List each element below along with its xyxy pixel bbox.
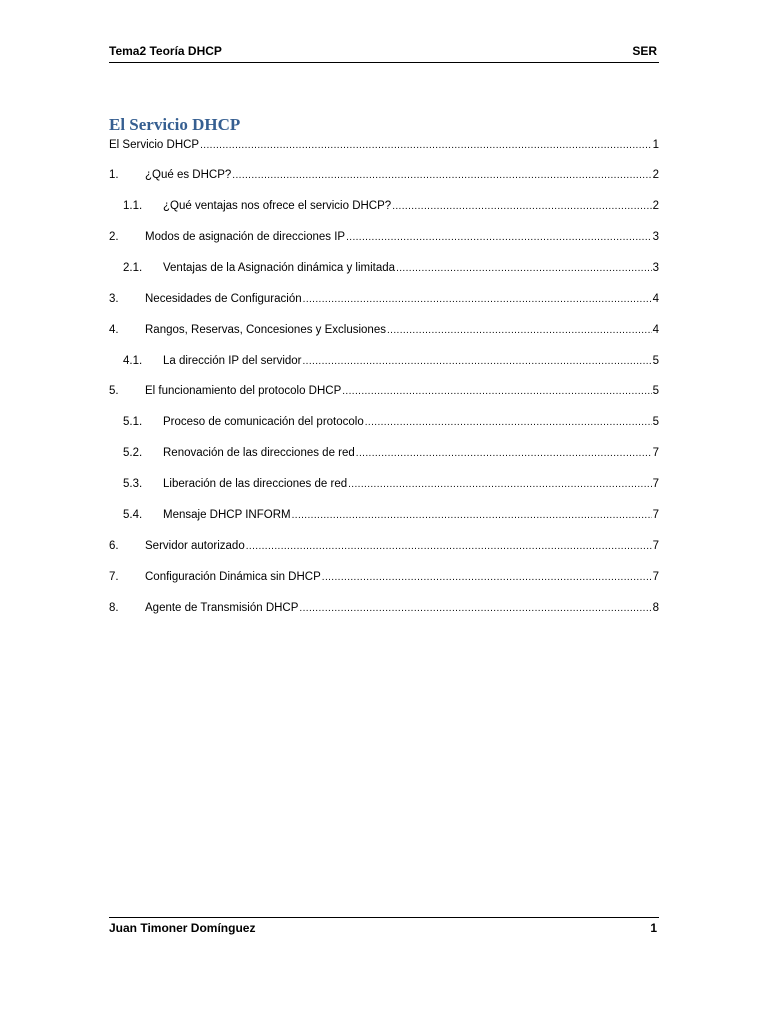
toc-entry-text: ¿Qué es DHCP? bbox=[145, 169, 232, 181]
footer-page-number: 1 bbox=[650, 921, 657, 935]
toc-entry[interactable] bbox=[109, 231, 659, 247]
toc-entry[interactable] bbox=[109, 385, 659, 401]
toc-entry-number: 4. bbox=[109, 324, 119, 336]
toc-leader-dots bbox=[396, 263, 652, 274]
toc-leader-dots bbox=[246, 541, 652, 552]
toc-leader-dots bbox=[365, 417, 652, 428]
toc-leader-dots bbox=[348, 479, 651, 490]
toc-entry-page: 5 bbox=[652, 416, 659, 428]
toc-entry-text: Rangos, Reservas, Concesiones y Exclusiones bbox=[145, 324, 386, 336]
toc-entry-page: 4 bbox=[652, 293, 659, 305]
toc-entry[interactable] bbox=[109, 169, 659, 185]
toc-entry-page: 1 bbox=[652, 139, 659, 151]
toc-entry[interactable] bbox=[109, 602, 659, 618]
toc-entry[interactable] bbox=[109, 447, 659, 463]
toc-entry-page: 7 bbox=[652, 571, 659, 583]
toc-entry-page: 7 bbox=[652, 478, 659, 490]
toc-entry[interactable] bbox=[109, 416, 659, 432]
toc-entry-page: 5 bbox=[652, 355, 659, 367]
toc-leader-dots bbox=[322, 572, 652, 583]
toc-entry-page: 7 bbox=[652, 540, 659, 552]
toc-entry-page: 2 bbox=[652, 169, 659, 181]
toc-leader-dots bbox=[232, 170, 651, 181]
toc-entry-text: Agente de Transmisión DHCP bbox=[145, 602, 299, 614]
toc-entry-page: 3 bbox=[652, 231, 659, 243]
toc-entry-number: 5. bbox=[109, 385, 119, 397]
toc-entry[interactable] bbox=[109, 200, 659, 216]
toc-leader-dots bbox=[303, 294, 652, 305]
toc-entry-number: 4.1. bbox=[123, 355, 143, 367]
toc-entry-text: El funcionamiento del protocolo DHCP bbox=[145, 385, 342, 397]
toc-entry-text: Mensaje DHCP INFORM bbox=[163, 509, 291, 521]
toc-entry-number: 5.3. bbox=[123, 478, 143, 490]
toc-leader-dots bbox=[200, 140, 651, 151]
toc-entry-page: 3 bbox=[652, 262, 659, 274]
toc-leader-dots bbox=[356, 448, 652, 459]
header-title: Tema2 Teoría DHCP bbox=[109, 44, 222, 58]
toc-leader-dots bbox=[392, 201, 651, 212]
header-tag: SER bbox=[632, 44, 657, 58]
toc-entry-text: Servidor autorizado bbox=[145, 540, 245, 552]
toc-entry[interactable] bbox=[109, 262, 659, 278]
toc-leader-dots bbox=[299, 603, 651, 614]
toc-entry-text: Modos de asignación de direcciones IP bbox=[145, 231, 346, 243]
toc-entry-page: 7 bbox=[652, 447, 659, 459]
toc-entry-page: 8 bbox=[652, 602, 659, 614]
toc-entry[interactable] bbox=[109, 509, 659, 525]
toc-entry-text: Proceso de comunicación del protocolo bbox=[163, 416, 364, 428]
toc-entry-number: 1.1. bbox=[123, 200, 143, 212]
toc-entry-number: 8. bbox=[109, 602, 119, 614]
toc-entry-text: Renovación de las direcciones de red bbox=[163, 447, 355, 459]
toc-entry-number: 2. bbox=[109, 231, 119, 243]
page-header bbox=[109, 42, 659, 63]
toc-entry-number: 5.1. bbox=[123, 416, 143, 428]
toc-entry[interactable] bbox=[109, 324, 659, 340]
footer-author: Juan Timoner Domínguez bbox=[109, 921, 256, 935]
toc-entry[interactable] bbox=[109, 478, 659, 494]
toc-entry[interactable] bbox=[109, 355, 659, 371]
toc-entry-text: Necesidades de Configuración bbox=[145, 293, 302, 305]
toc-entry-number: 6. bbox=[109, 540, 119, 552]
toc-heading: El Servicio DHCP bbox=[109, 115, 241, 134]
toc-entry[interactable] bbox=[109, 293, 659, 309]
toc-entry-page: 4 bbox=[652, 324, 659, 336]
toc-entry-number: 5.2. bbox=[123, 447, 143, 459]
toc-entry[interactable] bbox=[109, 571, 659, 587]
toc-leader-dots bbox=[292, 510, 652, 521]
toc-leader-dots bbox=[387, 325, 652, 336]
page-footer bbox=[109, 917, 659, 938]
toc-entry-number: 5.4. bbox=[123, 509, 143, 521]
toc-entry-text: La dirección IP del servidor bbox=[163, 355, 302, 367]
toc-entry-text: Ventajas de la Asignación dinámica y limitada bbox=[163, 262, 396, 274]
toc-entry[interactable] bbox=[109, 139, 659, 155]
toc-entry-number: 7. bbox=[109, 571, 119, 583]
toc-leader-dots bbox=[342, 386, 651, 397]
toc-leader-dots bbox=[346, 232, 652, 243]
toc-entry-text: El Servicio DHCP bbox=[109, 139, 200, 151]
toc-entry-page: 5 bbox=[652, 385, 659, 397]
toc-entry-number: 3. bbox=[109, 293, 119, 305]
toc-entry-text: ¿Qué ventajas nos ofrece el servicio DHCP? bbox=[163, 200, 392, 212]
toc-entry-text: Liberación de las direcciones de red bbox=[163, 478, 348, 490]
toc-entry-number: 2.1. bbox=[123, 262, 143, 274]
toc-leader-dots bbox=[303, 356, 652, 367]
toc-entry-page: 7 bbox=[652, 509, 659, 521]
toc-entry-number: 1. bbox=[109, 169, 119, 181]
toc-entry[interactable] bbox=[109, 540, 659, 556]
toc-entry-page: 2 bbox=[652, 200, 659, 212]
toc-entry-text: Configuración Dinámica sin DHCP bbox=[145, 571, 321, 583]
